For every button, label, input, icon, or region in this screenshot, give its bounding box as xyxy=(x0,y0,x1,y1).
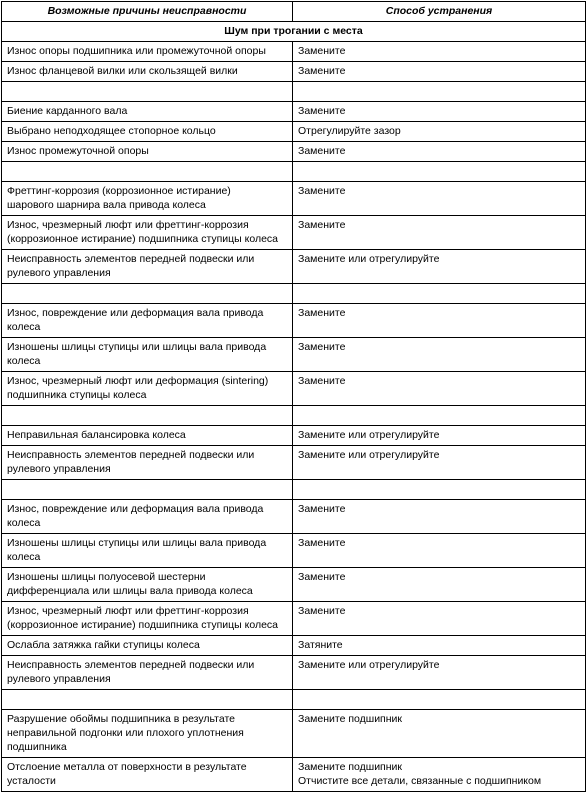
cause-cell-line: Износ, чрезмерный люфт или деформация (sintering) xyxy=(7,375,269,387)
remedy-cell xyxy=(293,758,586,792)
remedy-cell-line: Замените подшипник xyxy=(298,713,403,725)
table-row xyxy=(2,216,586,250)
cause-cell-line: Износ, чрезмерный люфт или фреттинг-коррозия xyxy=(7,219,249,231)
remedy-cell xyxy=(293,182,586,216)
separator-row xyxy=(2,480,586,500)
cause-cell xyxy=(2,338,293,372)
separator-cell xyxy=(2,82,293,102)
table-row xyxy=(2,102,586,122)
separator-cell xyxy=(293,82,586,102)
table-row xyxy=(2,62,586,82)
cause-cell-line: Ослабла затяжка гайки ступицы колеса xyxy=(7,639,200,651)
separator-row xyxy=(2,284,586,304)
remedy-cell-line: Замените подшипник xyxy=(298,761,403,773)
cause-cell xyxy=(2,426,293,446)
remedy-cell-line: Замените или отрегулируйте xyxy=(298,449,440,461)
remedy-cell xyxy=(293,426,586,446)
cause-cell-line: рулевого управления xyxy=(7,267,111,279)
cause-cell-line: дифференциала или шлицы вала привода колеса xyxy=(7,585,253,597)
remedy-cell-line: Замените или отрегулируйте xyxy=(298,253,440,265)
remedy-cell-line: Замените или отрегулируйте xyxy=(298,659,440,671)
table-row xyxy=(2,426,586,446)
table-row xyxy=(2,710,586,758)
cause-cell xyxy=(2,62,293,82)
cause-cell-line: колеса xyxy=(7,551,41,563)
table-header-row xyxy=(2,2,586,22)
remedy-cell-line: Замените xyxy=(298,65,346,77)
separator-cell xyxy=(2,284,293,304)
separator-cell xyxy=(293,480,586,500)
cause-cell xyxy=(2,500,293,534)
table-row xyxy=(2,122,586,142)
remedy-cell xyxy=(293,338,586,372)
cause-cell xyxy=(2,534,293,568)
cause-cell xyxy=(2,710,293,758)
troubleshooting-table xyxy=(1,1,586,792)
remedy-cell-line: Замените xyxy=(298,307,346,319)
remedy-cell-line: Замените xyxy=(298,571,346,583)
remedy-cell-line: Замените xyxy=(298,219,346,231)
remedy-cell xyxy=(293,42,586,62)
cause-cell-line: подшипника xyxy=(7,741,67,753)
remedy-cell xyxy=(293,710,586,758)
cause-cell-line: Износ опоры подшипника или промежуточной опоры xyxy=(7,45,266,57)
cause-cell xyxy=(2,142,293,162)
cause-cell-line: рулевого управления xyxy=(7,463,111,475)
remedy-cell xyxy=(293,250,586,284)
remedy-cell-line: Замените xyxy=(298,341,346,353)
cause-cell-line: Неисправность элементов передней подвески или xyxy=(7,659,255,671)
table-row xyxy=(2,568,586,602)
cause-cell xyxy=(2,758,293,792)
remedy-cell xyxy=(293,62,586,82)
separator-cell xyxy=(2,406,293,426)
cause-cell-line: Изношены шлицы ступицы или шлицы вала привода xyxy=(7,341,267,353)
cause-cell-line: подшипника ступицы колеса xyxy=(7,389,147,401)
cause-cell-line: Разрушение обоймы подшипника в результате xyxy=(7,713,235,725)
separator-cell xyxy=(293,284,586,304)
remedy-cell xyxy=(293,500,586,534)
table-row xyxy=(2,250,586,284)
cause-cell-line: колеса xyxy=(7,355,41,367)
table-body xyxy=(2,22,586,792)
header-remedy: Способ устранения xyxy=(293,2,586,22)
cause-cell-line: Износ, повреждение или деформация вала привода xyxy=(7,307,264,319)
cause-cell-line: неправильной подгонки или плохого уплотнения xyxy=(7,727,244,739)
remedy-cell-line: Замените xyxy=(298,503,346,515)
remedy-cell xyxy=(293,372,586,406)
remedy-cell xyxy=(293,534,586,568)
cause-cell-line: рулевого управления xyxy=(7,673,111,685)
remedy-cell xyxy=(293,656,586,690)
remedy-cell xyxy=(293,568,586,602)
table-row xyxy=(2,42,586,62)
separator-cell xyxy=(293,406,586,426)
separator-row xyxy=(2,162,586,182)
separator-row xyxy=(2,406,586,426)
cause-cell xyxy=(2,182,293,216)
table-row xyxy=(2,602,586,636)
cause-cell xyxy=(2,568,293,602)
remedy-cell-line: Отчистите все детали, связанные с подшипником xyxy=(298,775,542,787)
cause-cell xyxy=(2,42,293,62)
cause-cell xyxy=(2,216,293,250)
table-row xyxy=(2,182,586,216)
cause-cell-line: Фреттинг-коррозия (коррозионное истирание) xyxy=(7,185,231,197)
header-causes: Возможные причины неисправности xyxy=(2,2,293,22)
cause-cell xyxy=(2,446,293,480)
table-row xyxy=(2,372,586,406)
remedy-cell-line: Замените или отрегулируйте xyxy=(298,429,440,441)
remedy-cell-line: Замените xyxy=(298,145,346,157)
separator-cell xyxy=(2,690,293,710)
cause-cell xyxy=(2,122,293,142)
separator-row xyxy=(2,82,586,102)
cause-cell-line: Неправильная балансировка колеса xyxy=(7,429,186,441)
cause-cell-line: Неисправность элементов передней подвески или xyxy=(7,253,255,265)
table-row xyxy=(2,500,586,534)
remedy-cell-line: Отрегулируйте зазор xyxy=(298,125,401,137)
remedy-cell-line: Замените xyxy=(298,605,346,617)
separator-cell xyxy=(293,690,586,710)
table-row xyxy=(2,338,586,372)
cause-cell-line: Изношены шлицы ступицы или шлицы вала привода xyxy=(7,537,267,549)
remedy-cell-line: Замените xyxy=(298,537,346,549)
cause-cell-line: (коррозионное истирание) подшипника ступицы колеса xyxy=(7,233,279,245)
remedy-cell xyxy=(293,142,586,162)
separator-row xyxy=(2,690,586,710)
cause-cell-line: Выбрано неподходящее стопорное кольцо xyxy=(7,125,216,137)
remedy-cell xyxy=(293,216,586,250)
cause-cell xyxy=(2,250,293,284)
cause-cell-line: Отслоение металла от поверхности в результате xyxy=(7,761,247,773)
troubleshooting-table-container xyxy=(1,1,585,792)
remedy-cell-line: Замените xyxy=(298,45,346,57)
table-row xyxy=(2,758,586,792)
cause-cell-line: шарового шарнира вала привода колеса xyxy=(7,199,206,211)
cause-cell-line: усталости xyxy=(7,775,56,787)
table-row xyxy=(2,636,586,656)
cause-cell xyxy=(2,372,293,406)
cause-cell xyxy=(2,304,293,338)
table-row xyxy=(2,142,586,162)
separator-cell xyxy=(2,162,293,182)
cause-cell xyxy=(2,602,293,636)
cause-cell-line: Износ фланцевой вилки или скользящей вилки xyxy=(7,65,238,77)
table-row xyxy=(2,304,586,338)
cause-cell-line: Биение карданного вала xyxy=(7,105,128,117)
table-row xyxy=(2,656,586,690)
cause-cell-line: Износ промежуточной опоры xyxy=(7,145,149,157)
separator-cell xyxy=(2,480,293,500)
remedy-cell xyxy=(293,446,586,480)
section-title-row xyxy=(2,22,586,42)
cause-cell-line: Неисправность элементов передней подвески или xyxy=(7,449,255,461)
remedy-cell xyxy=(293,102,586,122)
remedy-cell-line: Замените xyxy=(298,375,346,387)
cause-cell-line: колеса xyxy=(7,517,41,529)
cause-cell xyxy=(2,636,293,656)
remedy-cell-line: Затяните xyxy=(298,639,343,651)
remedy-cell xyxy=(293,636,586,656)
remedy-cell xyxy=(293,122,586,142)
remedy-cell-line: Замените xyxy=(298,185,346,197)
cause-cell-line: колеса xyxy=(7,321,41,333)
cause-cell-line: Износ, чрезмерный люфт или фреттинг-коррозия xyxy=(7,605,249,617)
cause-cell xyxy=(2,656,293,690)
cause-cell-line: (коррозионное истирание) подшипника ступицы колеса xyxy=(7,619,279,631)
table-row xyxy=(2,534,586,568)
cause-cell-line: Износ, повреждение или деформация вала привода xyxy=(7,503,264,515)
cause-cell-line: Изношены шлицы полуосевой шестерни xyxy=(7,571,206,583)
remedy-cell xyxy=(293,304,586,338)
cause-cell xyxy=(2,102,293,122)
table-row xyxy=(2,446,586,480)
remedy-cell-line: Замените xyxy=(298,105,346,117)
separator-cell xyxy=(293,162,586,182)
remedy-cell xyxy=(293,602,586,636)
section-title: Шум при трогании с места xyxy=(2,22,586,42)
